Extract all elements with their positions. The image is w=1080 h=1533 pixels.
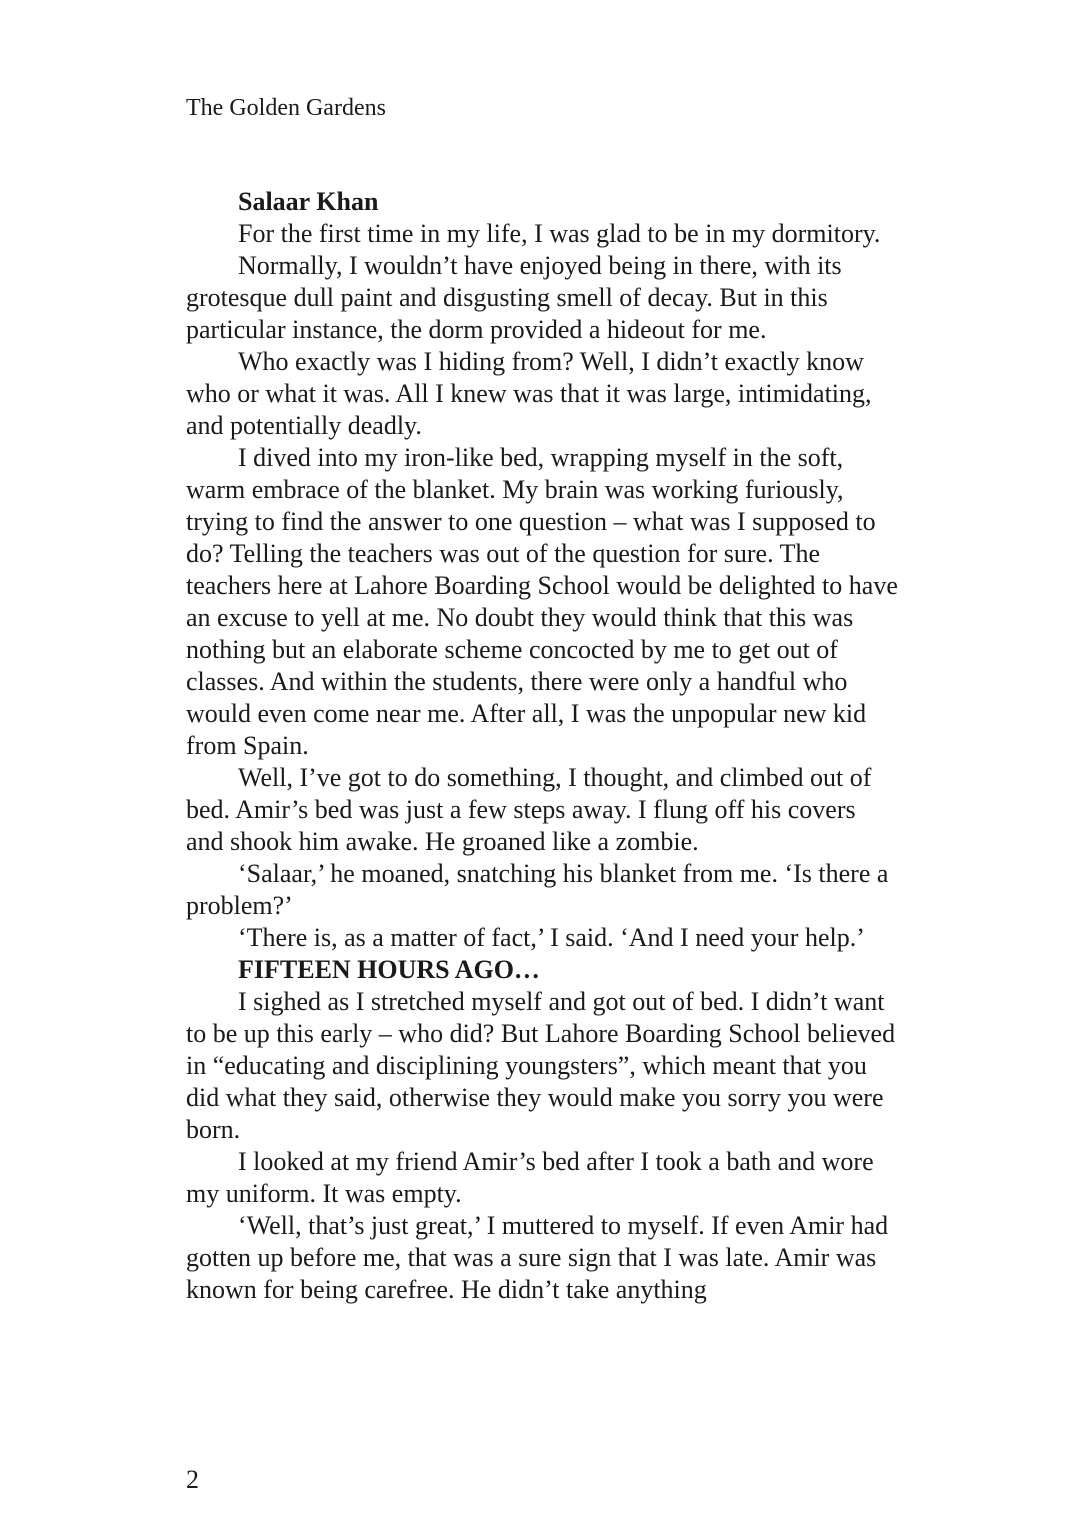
paragraph-8: I sighed as I stretched myself and got out of bed. I didn’t want to be up this early – who did? But Lahore Boarding School believed in “educating and disciplining youngsters”, which meant that you did what they said, otherwise they would make you sorry you were born.	[186, 987, 896, 1144]
paragraph-4: I dived into my iron-like bed, wrapping myself in the soft, warm embrace of the blanket. My brain was working furiously, trying to find the answer to one question – what was I supposed to do? Telling the teachers was out of the question for sure. The teachers here at Lahore Boarding School would be delighted to have an excuse to yell at me. No doubt they would think that this was nothing but an elaborate scheme concocted by me to get out of classes. And within the students, there were only a handful who would even come near me. After all, I was the unpopular new kid from Spain.	[186, 443, 898, 760]
section-heading-fifteen-hours-ago: FIFTEEN HOURS AGO…	[238, 955, 540, 984]
paragraph-6: ‘Salaar,’ he moaned, snatching his blanket from me. ‘Is there a problem?’	[186, 859, 889, 920]
paragraph-5: Well, I’ve got to do something, I thought, and climbed out of bed. Amir’s bed was just a few steps away. I flung off his covers and shook him awake. He groaned like a zombie.	[186, 763, 872, 856]
paragraph-10: ‘Well, that’s just great,’ I muttered to myself. If even Amir had gotten up before me, that was a sure sign that I was late. Amir was known for being carefree. He didn’t take anything	[186, 1211, 889, 1304]
paragraph-2: Normally, I wouldn’t have enjoyed being in there, with its grotesque dull paint and disgusting smell of decay. But in this particular instance, the dorm provided a hideout for me.	[186, 251, 842, 344]
paragraph-7: ‘There is, as a matter of fact,’ I said. ‘And I need your help.’	[238, 923, 865, 952]
running-head-title: The Golden Gardens	[186, 95, 386, 121]
paragraph-3: Who exactly was I hiding from? Well, I didn’t exactly know who or what it was. All I knew was that it was large, intimidating, and potentially deadly.	[186, 347, 872, 440]
section-heading-salaar-khan: Salaar Khan	[238, 187, 379, 216]
page-number: 2	[186, 1465, 199, 1494]
body-text	[186, 186, 898, 1306]
paragraph-1: For the first time in my life, I was glad to be in my dormitory.	[238, 219, 881, 248]
paragraph-9: I looked at my friend Amir’s bed after I took a bath and wore my uniform. It was empty.	[186, 1147, 874, 1208]
